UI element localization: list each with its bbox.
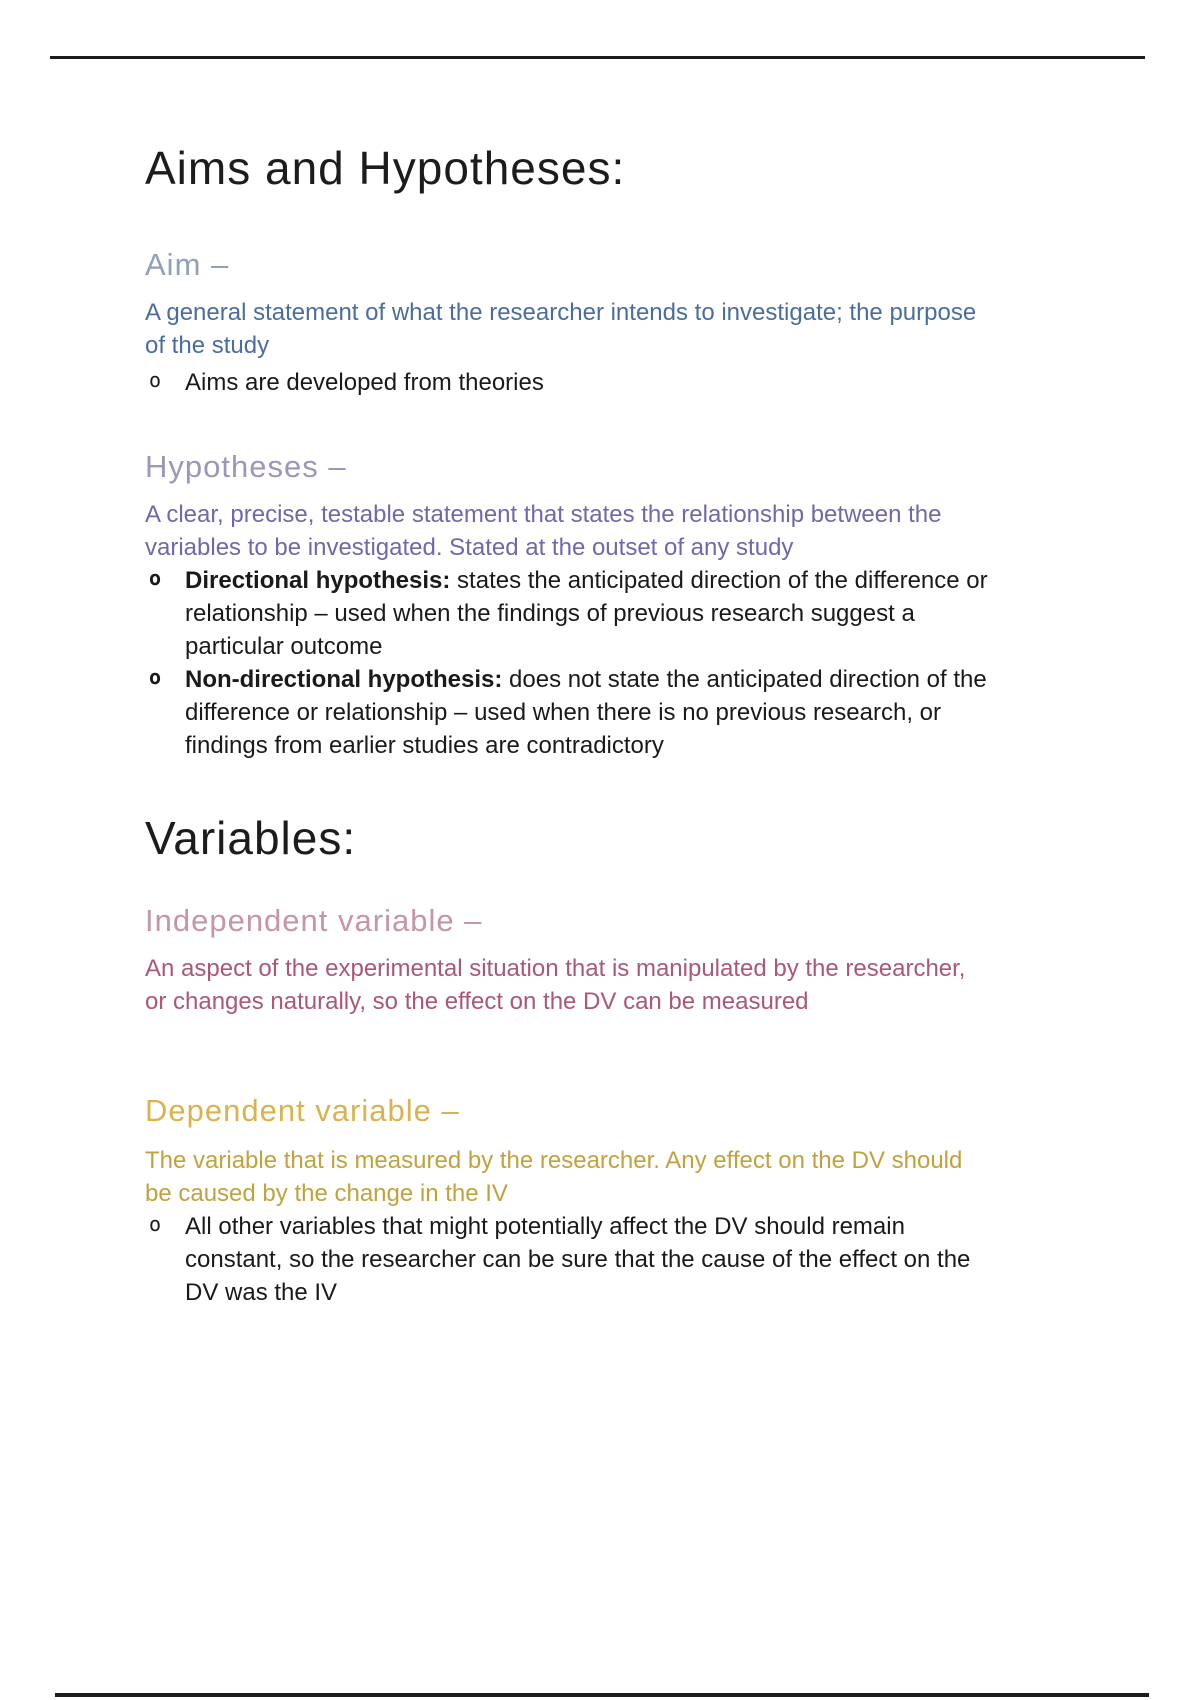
non-directional-lead-bold: Non-directional hypothesis:: [185, 666, 503, 693]
independent-description-line-2: or changes naturally, so the effect on the DV can be measured: [145, 988, 809, 1015]
aim-description-line-1: A general statement of what the researcher intends to investigate; the purpose: [145, 299, 977, 326]
title-aims-and-hypotheses: Aims and Hypotheses:: [145, 142, 626, 194]
constant-line-2: constant, so the researcher can be sure that the cause of the effect on the: [185, 1246, 971, 1273]
bullet-marker-icon: o: [149, 368, 162, 392]
hypotheses-description: [145, 498, 941, 564]
constant-line-1: All other variables that might potentially affect the DV should remain: [185, 1213, 905, 1240]
hypotheses-description-line-2: variables to be investigated. Stated at the outset of any study: [145, 534, 794, 561]
aim-description-line-2: of the study: [145, 332, 270, 359]
heading-independent-variable: Independent variable –: [145, 903, 483, 938]
directional-lead-rest: states the anticipated direction of the difference or: [450, 567, 988, 594]
non-directional-lead-rest: does not state the anticipated direction of the: [502, 666, 987, 693]
non-directional-line-2: difference or relationship – used when there is no previous research, or: [185, 699, 941, 726]
directional-line-2: relationship – used when the findings of previous research suggest a: [185, 600, 915, 627]
title-variables: Variables:: [145, 812, 357, 864]
directional-lead-bold: Directional hypothesis:: [185, 567, 451, 594]
bullet-directional-hypothesis: [147, 564, 988, 663]
heading-aim: Aim –: [145, 247, 230, 282]
independent-variable-description: [145, 952, 965, 1018]
non-directional-line-3: findings from earlier studies are contradictory: [185, 732, 664, 759]
aim-description: [145, 296, 976, 362]
non-directional-line-1: [185, 663, 987, 696]
bullet-marker-icon: o: [149, 566, 162, 590]
dependent-description-line-1: The variable that is measured by the researcher. Any effect on the DV should: [145, 1147, 963, 1174]
bullet-aims-text: Aims are developed from theories: [185, 369, 544, 396]
hypotheses-description-line-1: A clear, precise, testable statement that states the relationship between the: [145, 501, 942, 528]
constant-line-3: DV was the IV: [185, 1279, 338, 1306]
bottom-horizontal-rule: [55, 1693, 1149, 1697]
dependent-variable-description: [145, 1144, 962, 1210]
bullet-marker-icon: o: [149, 1212, 162, 1236]
heading-hypotheses: Hypotheses –: [145, 449, 347, 484]
directional-line-3: particular outcome: [185, 633, 383, 660]
directional-line-1: [185, 564, 988, 597]
independent-description-line-1: An aspect of the experimental situation that is manipulated by the researcher,: [145, 955, 966, 982]
dependent-description-line-2: be caused by the change in the IV: [145, 1180, 508, 1207]
bullet-non-directional-hypothesis: [147, 663, 987, 762]
heading-dependent-variable: Dependent variable –: [145, 1093, 460, 1128]
top-horizontal-rule: [50, 56, 1145, 59]
bullet-other-variables-constant: [147, 1210, 970, 1309]
bullet-marker-icon: o: [149, 665, 162, 689]
bullet-aims-from-theories: [147, 366, 544, 399]
